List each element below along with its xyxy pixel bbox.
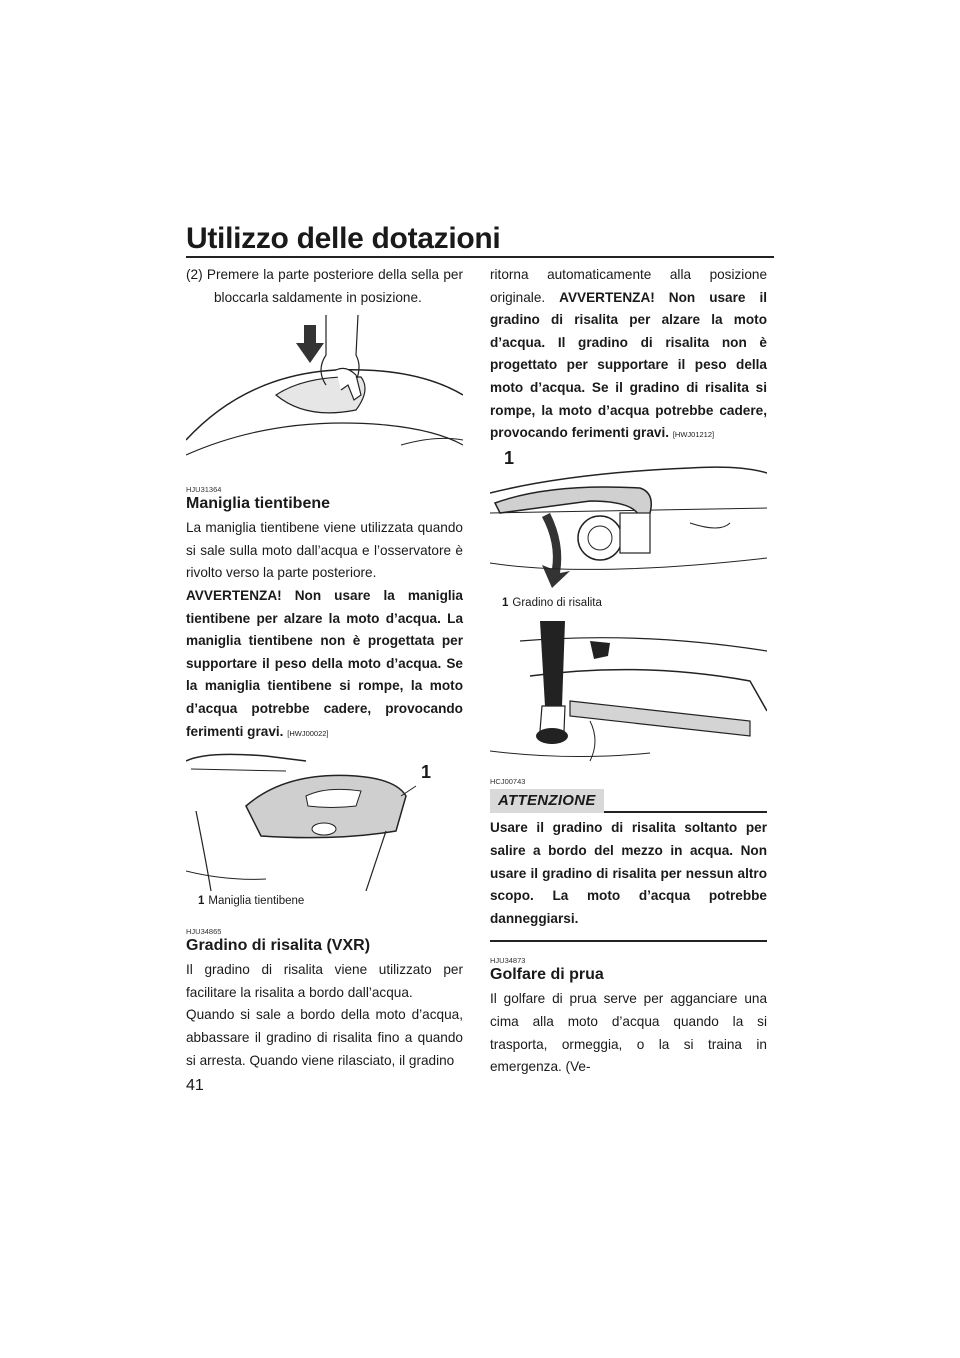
left-column [186,264,463,1072]
attention-label: ATTENZIONE [490,789,604,814]
section-title-bow-eye: Golfare di prua [490,966,604,984]
grab-handle-warning: AVVERTENZA! Non usare la maniglia tientibene per alzare la moto d’acqua. La maniglia tientibene non è progettata per supportare il peso della moto d’acqua. Se la maniglia tientibene si rompe, la moto d’acqua potrebbe cadere, provocando ferimenti gravi. [HWJ00022] [186,587,463,739]
seat-press-illustration [186,315,463,475]
attention-end-rule [490,940,767,942]
boarding-step-p1: Il gradino di risalita viene utilizzato per facilitare la risalita a bordo dall’acqua. [186,962,463,1000]
section-title-boarding-step: Gradino di risalita (VXR) [186,937,371,955]
bow-eye-body: Il golfare di prua serve per agganciare una cima alla moto d’acqua quando la si trasporta, ormeggia, o la si traina in emergenza. (Ve- [490,991,767,1075]
attention-header [490,789,767,814]
seat-figure [186,315,463,475]
boarding-step-use-illustration [490,621,767,771]
attention-code: HCJ00743 [490,776,526,786]
figure-label: 1 [504,447,515,468]
attention-rule [604,811,767,813]
boarding-step-figure [490,447,767,593]
section-code: HJU34873 [490,956,526,966]
section-title-grab-handle: Maniglia tientibene [186,495,331,513]
grab-handle-body: La maniglia tientibene viene utilizzata quando si sale sulla moto dall’acqua e l’osservatore è rivolto verso la parte posteriore. [186,520,463,581]
step-2-text: (2) Premere la parte posteriore della sella per bloccarla saldamente in posizione. [186,267,463,305]
right-column [490,264,767,1079]
figure-caption: 1 Gradino di risalita [502,596,602,609]
grab-handle-figure [186,751,463,891]
page-number: 41 [186,1077,204,1094]
section-code: HJU31364 [186,485,222,495]
boarding-step-illustration [490,453,767,593]
attention-body: Usare il gradino di risalita soltanto per salire a bordo del mezzo in acqua. Non usare il gradino di risalita per nessun altro scopo. La moto d’acqua potrebbe danneggiarsi. [490,820,767,926]
boarding-step-use-figure [490,621,767,771]
header-rule [186,256,774,258]
boarding-step-continuation: ritorna automaticamente alla posizione originale. AVVERTENZA! Non usare il gradino di risalita per alzare la moto d’acqua. Il gradino di risalita non è progettato per supportare il peso della moto d’acqua. Se il gradino di risalita si rompe, la moto d’acqua potrebbe cadere, provocando ferimenti gravi. [HWJ01212] [490,267,767,441]
figure-caption: 1 Maniglia tientibene [198,895,305,908]
boarding-step-p2: Quando si sale a bordo della moto d’acqua, abbassare il gradino di risalita fino a quando si arresta. Quando viene rilasciato, il gradino [186,1007,463,1068]
section-code: HJU34865 [186,927,222,937]
figure-label: 1 [421,762,432,783]
page-title: Utilizzo delle dotazioni [186,222,501,255]
